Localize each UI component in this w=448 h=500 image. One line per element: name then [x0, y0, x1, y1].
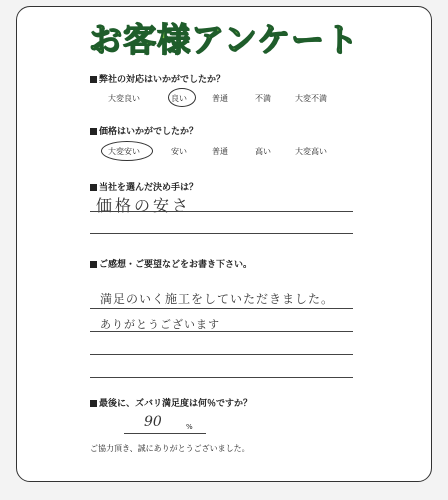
percent-answer-line: [124, 433, 206, 434]
question-comments: [90, 257, 252, 270]
question-price-text: 価格はいかがでしたか？: [99, 127, 199, 137]
square-bullet-icon: [90, 128, 97, 135]
price-option-5[interactable]: 大変高い: [295, 147, 327, 156]
question-reason-text: 当社を選んだ決め手は？: [99, 183, 199, 193]
answer-line: [90, 377, 353, 378]
price-option-1[interactable]: 大変安い: [108, 147, 140, 156]
answer-line: [90, 354, 353, 355]
answer-line: [90, 233, 353, 234]
price-option-4[interactable]: 高い: [255, 147, 271, 156]
service-option-5[interactable]: 大変不満: [295, 94, 327, 103]
square-bullet-icon: [90, 76, 97, 83]
question-service: [90, 72, 225, 85]
comments-answer-line-1: 満足のいく施工をしていただきました。: [100, 292, 335, 306]
square-bullet-icon: [90, 184, 97, 191]
survey-title: お客様アンケート: [88, 20, 360, 59]
footer-thanks: ご協力頂き、誠にありがとうございました。: [90, 444, 250, 453]
price-option-3[interactable]: 普通: [212, 147, 228, 156]
comments-answer-line-2: ありがとうございます: [100, 318, 220, 331]
service-option-3[interactable]: 普通: [212, 94, 228, 103]
answer-line: [90, 211, 353, 212]
service-option-2[interactable]: 良い: [171, 94, 187, 103]
selected-circle-price: [101, 141, 153, 161]
reason-answer: 価格の安さ: [96, 196, 192, 215]
service-option-1[interactable]: 大変良い: [108, 94, 140, 103]
answer-line: [90, 331, 353, 332]
answer-line: [90, 308, 353, 309]
square-bullet-icon: [90, 400, 97, 407]
question-service-text: 弊社の対応はいかがでしたか？: [99, 75, 226, 85]
price-option-2[interactable]: 安い: [171, 147, 187, 156]
satisfaction-answer: 90: [144, 414, 162, 430]
question-comments-text: ご感想・ご要望などをお書き下さい。: [99, 260, 253, 270]
question-satisfaction-text: 最後に、ズバリ満足度は何％ですか？: [99, 399, 253, 409]
percent-unit: %: [186, 423, 193, 431]
question-price: [90, 124, 198, 137]
service-option-4[interactable]: 不満: [255, 94, 271, 103]
question-reason: [90, 180, 198, 193]
question-satisfaction: [90, 396, 252, 409]
selected-circle-service: [168, 88, 196, 107]
square-bullet-icon: [90, 261, 97, 268]
